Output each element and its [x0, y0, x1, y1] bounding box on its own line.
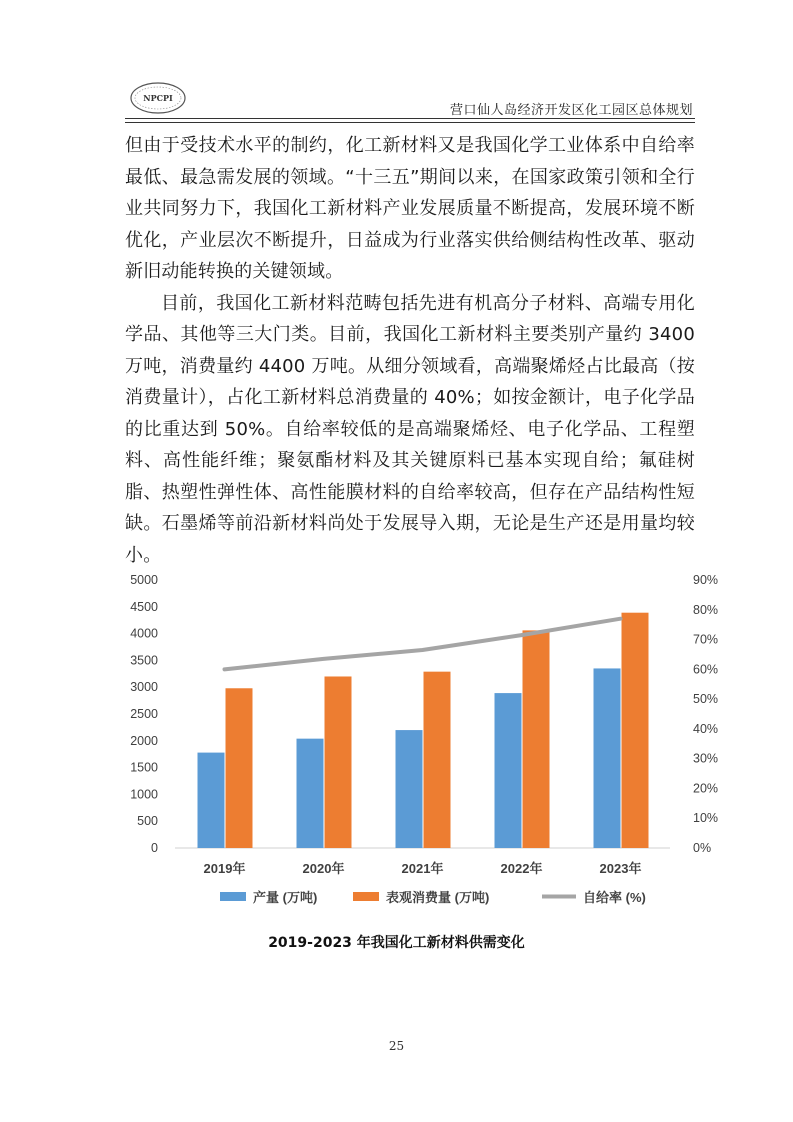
- y-left-tick-label: 0: [151, 841, 158, 855]
- y-left-tick-label: 4500: [130, 599, 158, 614]
- bar-consumption: [325, 676, 352, 848]
- header-rule-thin: [125, 122, 695, 123]
- header-rule: [125, 118, 695, 119]
- y-left-tick-label: 2000: [130, 733, 158, 748]
- document-header-title: 营口仙人岛经济开发区化工园区总体规划: [449, 103, 693, 118]
- y-right-tick-label: 40%: [693, 721, 719, 736]
- y-right-tick-label: 60%: [693, 662, 719, 677]
- y-left-tick-label: 4000: [130, 626, 158, 641]
- bar-consumption: [424, 672, 451, 848]
- figure-caption: 2019-2023 年我国化工新材料供需变化: [268, 935, 525, 951]
- y-left-tick-label: 500: [137, 814, 158, 829]
- y-right-tick-label: 30%: [693, 751, 719, 766]
- y-left-tick-label: 1000: [130, 787, 158, 802]
- y-right-tick-label: 90%: [693, 573, 719, 587]
- y-right-tick-label: 0%: [693, 841, 712, 855]
- legend-label: 自给率 (%): [583, 890, 646, 905]
- x-tick-label: 2020年: [302, 861, 345, 876]
- npcpi-logo: [128, 78, 188, 118]
- y-right-tick-label: 50%: [693, 692, 719, 707]
- legend-swatch: [220, 892, 246, 901]
- y-right-tick-label: 10%: [693, 811, 719, 826]
- y-right-tick-label: 70%: [693, 632, 719, 647]
- x-tick-label: 2019年: [203, 861, 246, 876]
- y-right-tick-label: 20%: [693, 781, 719, 796]
- bar-consumption: [523, 630, 550, 848]
- x-tick-label: 2023年: [599, 861, 642, 876]
- page-number: 25: [388, 1039, 405, 1053]
- y-left-tick-label: 3000: [130, 680, 158, 695]
- bar-production: [198, 753, 225, 848]
- supply-demand-chart: [115, 565, 719, 925]
- paragraph: 但由于受技术水平的制约，化工新材料又是我国化学工业体系中自给率最低、最急需发展的领域。“十三五”期间以来，在国家政策引领和全行业共同努力下，我国化工新材料产业发展质量不断提高，发展环境不断优化，产业层次不断提升，日益成为行业落实供给侧结构性改革、驱动新旧动能转换的关键领域。: [125, 135, 695, 282]
- line-self-sufficiency: [225, 619, 621, 670]
- legend-swatch: [353, 892, 379, 901]
- paragraph: 目前，我国化工新材料范畴包括先进有机高分子材料、高端专用化学品、其他等三大门类。目前，我国化工新材料主要类别产量约 3400 万吨，消费量约 4400 万吨。从细分领域看，高端聚烯烃占比最高（按消费量计），占化工新材料总消费量的 40%；如按金额计，电子化学品的比重达到 50%。自给率较低的是高端聚烯烃、电子化学品、工程塑料、高性能纤维；聚氨酯材料及其关键原料已基本实现自给；氟硅树脂、热塑性弹性体、高性能膜材料的自给率较高，但存在产品结构性短缺。石墨烯等前沿新材料尚处于发展导入期，无论是生产还是用量均较小。: [125, 292, 695, 566]
- x-tick-label: 2022年: [500, 861, 543, 876]
- bar-consumption: [622, 613, 649, 848]
- legend-label: 表观消费量 (万吨): [386, 890, 490, 905]
- y-left-tick-label: 5000: [130, 573, 158, 587]
- bar-production: [297, 739, 324, 848]
- bar-consumption: [226, 688, 253, 848]
- legend-label: 产量 (万吨): [253, 890, 318, 905]
- svg-text:NPCPI: NPCPI: [143, 93, 173, 103]
- y-left-tick-label: 3500: [130, 653, 158, 668]
- y-left-tick-label: 1500: [130, 760, 158, 775]
- bar-production: [495, 693, 522, 848]
- body-text: [125, 130, 695, 571]
- bar-production: [594, 668, 621, 848]
- y-right-tick-label: 80%: [693, 602, 719, 617]
- x-tick-label: 2021年: [401, 861, 444, 876]
- bar-production: [396, 730, 423, 848]
- y-left-tick-label: 2500: [130, 707, 158, 721]
